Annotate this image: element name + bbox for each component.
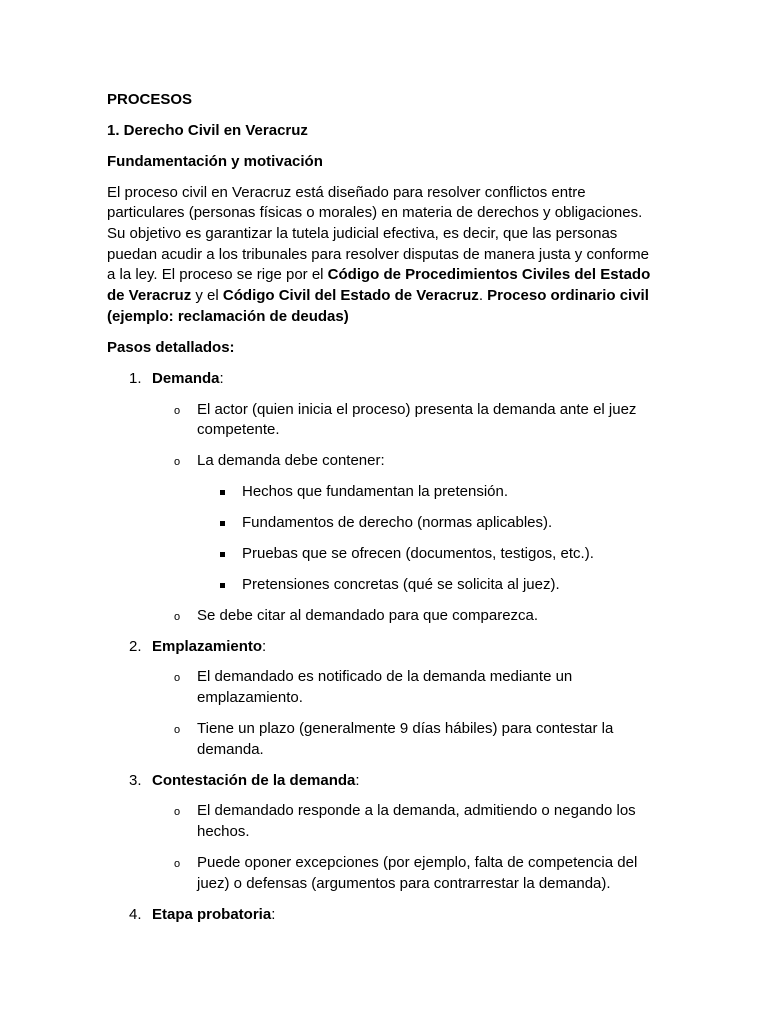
- circle-bullet-icon: o: [174, 806, 181, 819]
- square-bullet-icon: [220, 521, 225, 526]
- step-item: 2. Emplazamiento:: [107, 637, 655, 658]
- subsection-title: Fundamentación y motivación: [107, 152, 323, 170]
- sub-list-item: Fundamentos de derecho (normas aplicables).: [107, 513, 655, 534]
- list-item: o El actor (quien inicia el proceso) presenta la demanda ante el juez competente.: [174, 400, 637, 439]
- list-item: o El demandado es notificado de la demanda mediante un emplazamiento.: [174, 668, 573, 707]
- step-item: 1. Demanda:: [107, 369, 655, 390]
- step-title: Emplazamiento: [152, 637, 263, 655]
- circle-bullet-icon: o: [174, 858, 181, 871]
- square-bullet-icon: [220, 490, 225, 495]
- step-number: 3.: [129, 771, 142, 789]
- steps-title: Pasos detallados:: [107, 338, 235, 356]
- list-item: o Puede oponer excepciones (por ejemplo, falta de competencia del juez) o defensas (argumentos para contrarrestar la demanda).: [174, 854, 638, 892]
- square-bullet-icon: [220, 552, 225, 557]
- step-title: Contestación de la demanda: [152, 771, 356, 789]
- sub-list-item: Pretensiones concretas (qué se solicita al juez).: [107, 575, 655, 596]
- step-number: 2.: [129, 637, 142, 655]
- document-heading: PROCESOS: [107, 91, 193, 108]
- circle-bullet-icon: o: [174, 610, 181, 623]
- sub-list-item: Hechos que fundamentan la pretensión.: [107, 482, 655, 503]
- step-title: Etapa probatoria: [152, 905, 272, 923]
- list-item: o Tiene un plazo (generalmente 9 días hábiles) para contestar la demanda.: [174, 719, 614, 758]
- sub-list-item: Pruebas que se ofrecen (documentos, testigos, etc.).: [107, 544, 655, 565]
- square-bullet-icon: [220, 583, 225, 588]
- step-item: 4. Etapa probatoria:: [107, 905, 655, 926]
- circle-bullet-icon: o: [174, 404, 181, 417]
- step-number: 1.: [129, 369, 142, 387]
- step-number: 4.: [129, 905, 142, 923]
- list-item: o La demanda debe contener:: [107, 451, 655, 472]
- list-item: o El demandado responde a la demanda, admitiendo o negando los hechos.: [174, 802, 636, 841]
- step-item: 3. Contestación de la demanda:: [107, 771, 655, 792]
- circle-bullet-icon: o: [174, 723, 181, 736]
- list-item: o Se debe citar al demandado para que comparezca.: [107, 606, 655, 627]
- document-body: [107, 90, 655, 936]
- section-title: 1. Derecho Civil en Veracruz: [107, 121, 308, 139]
- intro-paragraph: El proceso civil en Veracruz está diseñado para resolver conflictos entre particulares (personas físicas o morales) en materia de derechos y obligaciones. Su objetivo es garantizar la tutela judicial efectiva, es decir, que las personas puedan acudir a los tribunales para resolver disputas de manera justa y conforme a la ley. El proceso se rige por el Código de Procedimientos Civiles del Estado de Veracruz y el Código Civil del Estado de Veracruz. Proceso ordinario civil (ejemplo: reclamación de deudas): [107, 183, 651, 325]
- circle-bullet-icon: o: [174, 672, 181, 685]
- circle-bullet-icon: o: [174, 456, 181, 469]
- step-title: Demanda: [152, 369, 220, 387]
